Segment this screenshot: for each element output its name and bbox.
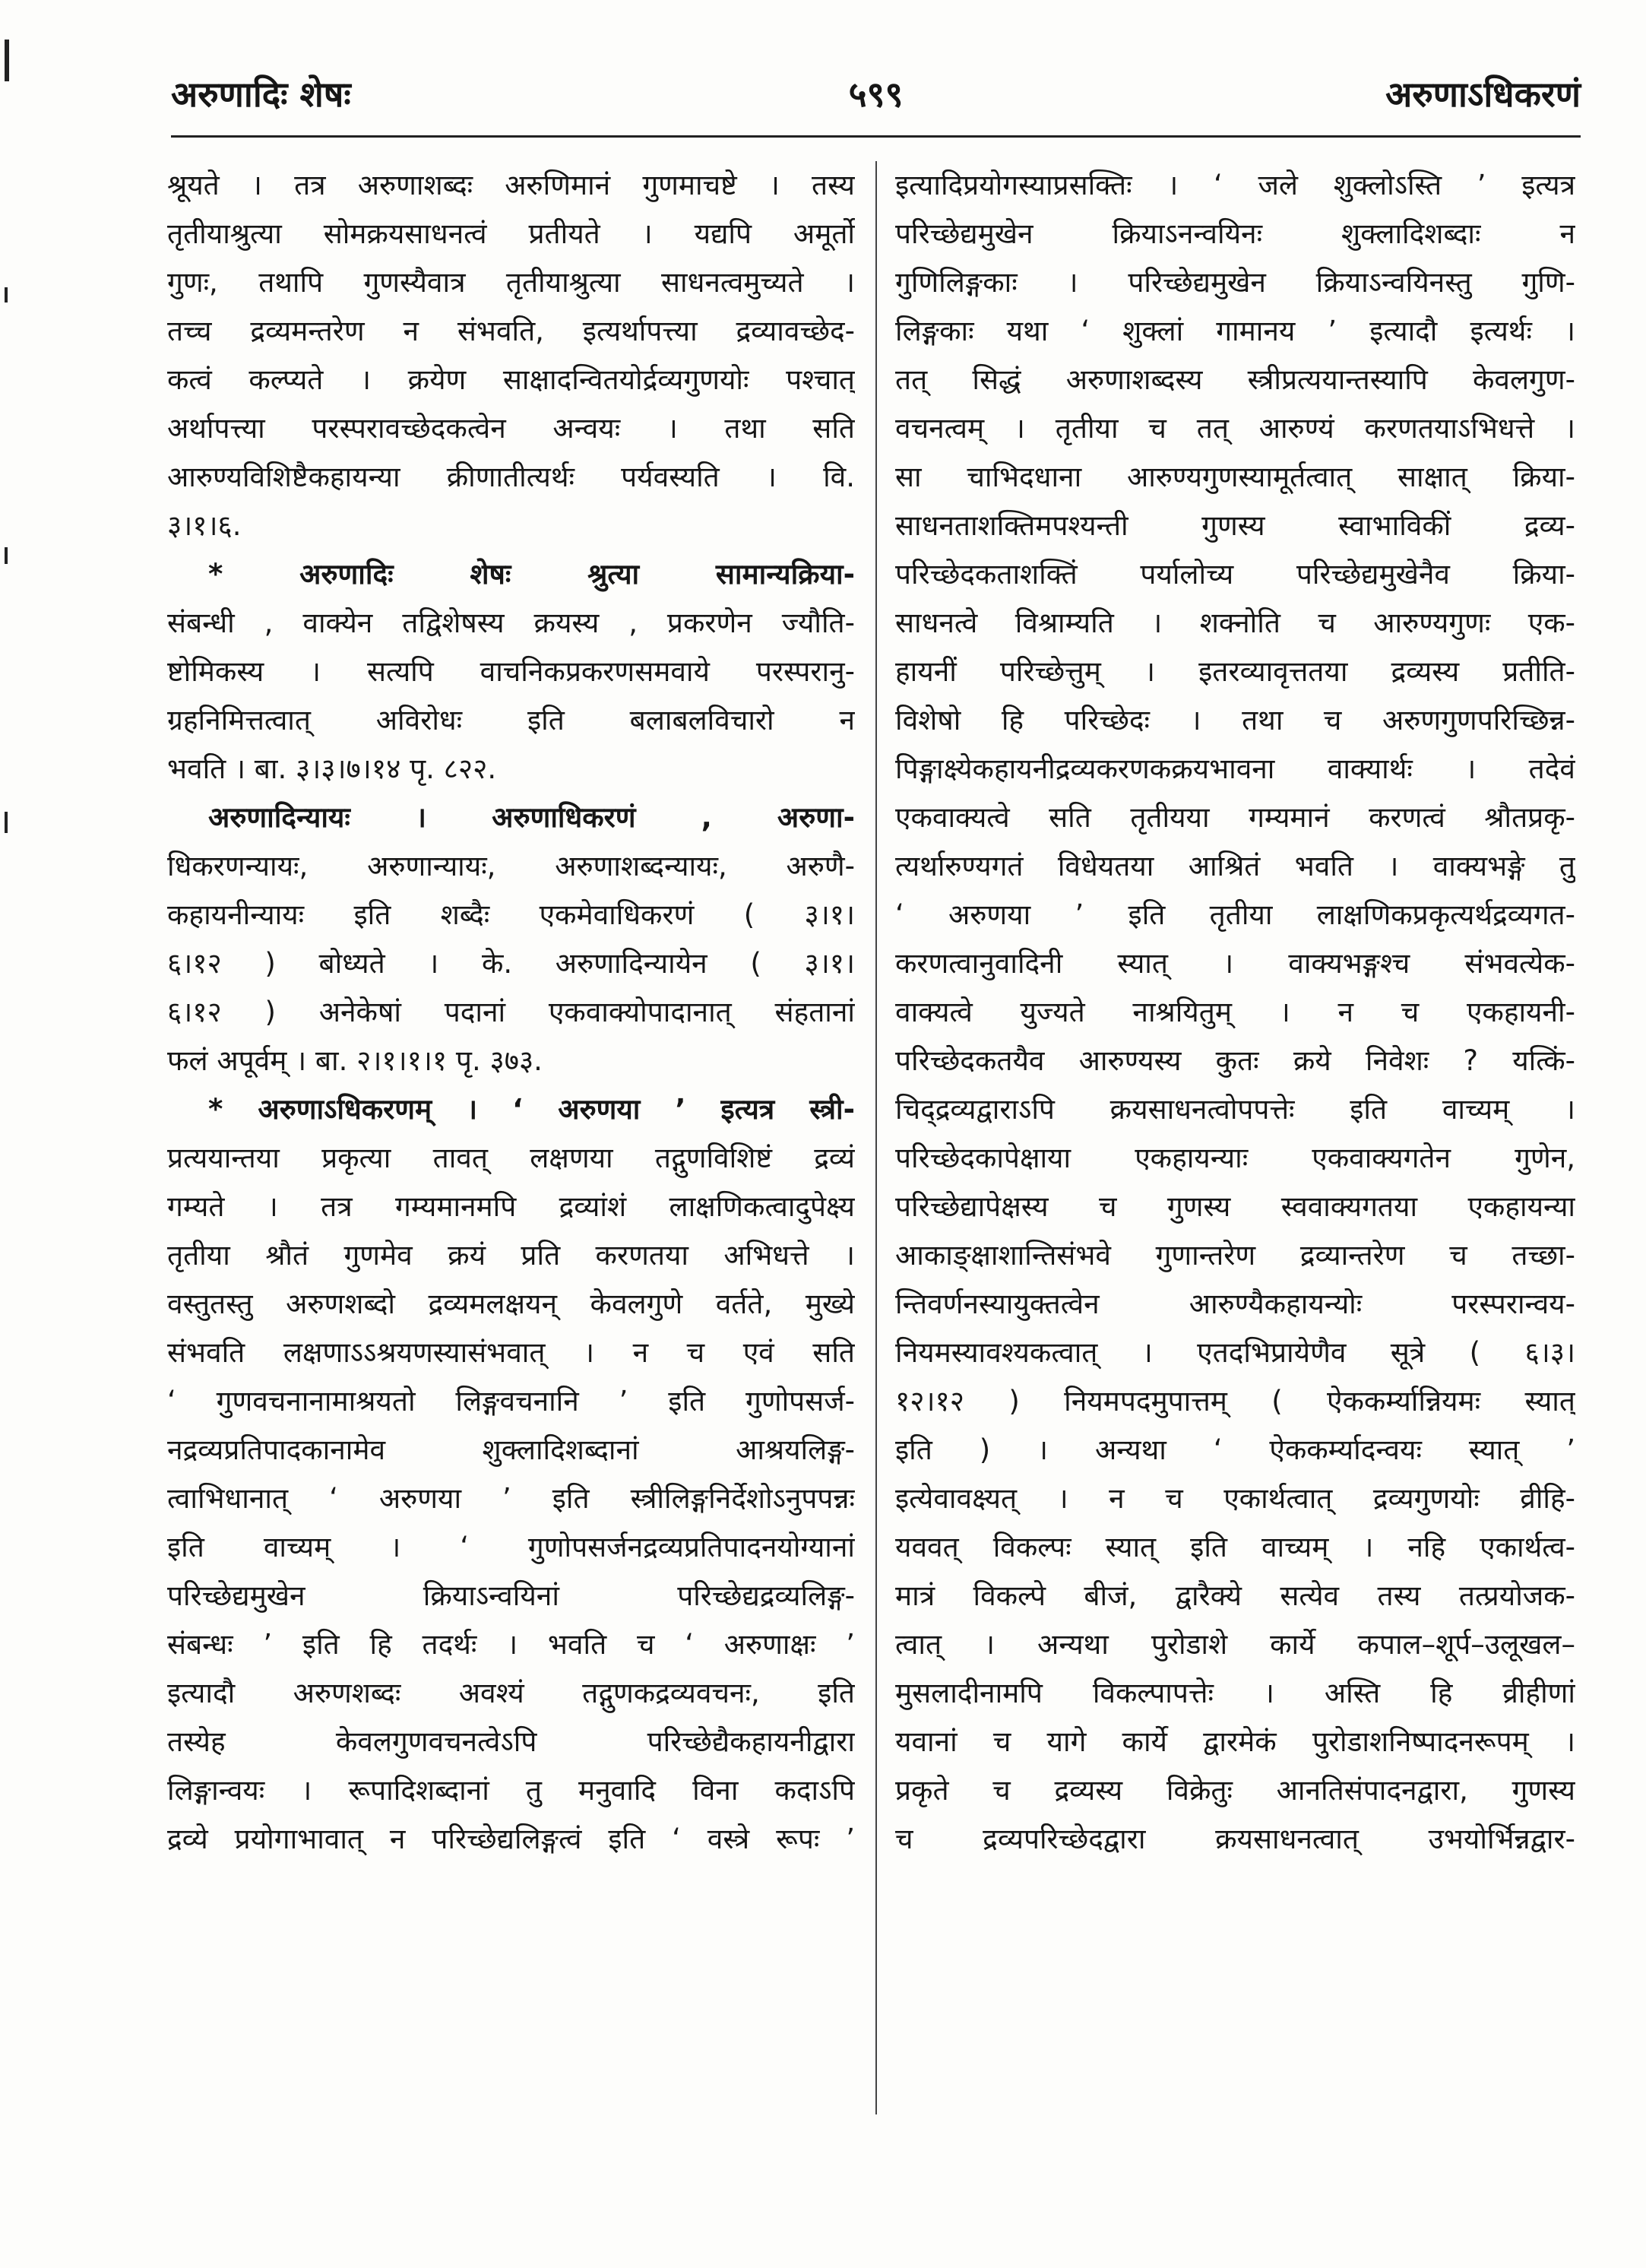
text-line: परिच्छेद्यमुखेन क्रियाऽनन्वयिनः शुक्लादिशब्दाः न — [895, 217, 1575, 250]
text-line: च द्रव्यपरिच्छेदद्वारा क्रयसाधनत्वात् उभयोर्भिन्नद्वार- — [895, 1823, 1575, 1855]
margin-mark — [5, 547, 8, 564]
text-line: इत्यादिप्रयोगस्याप्रसक्तिः । ‘ जले शुक्लोऽस्ति ’ इत्यत्र — [895, 169, 1575, 201]
text-line: ‘ अरुणया ’ इति तृतीया लाक्षणिकप्रकृत्यर्थद्रव्यगत- — [895, 898, 1575, 931]
text-line: इति ) । अन्यथा ‘ ऐककर्म्यादन्वयः स्यात् ’ — [895, 1433, 1575, 1466]
running-head-left: अरुणादिः शेषः — [171, 74, 351, 115]
text-line: प्रत्ययान्तया प्रकृत्या तावत् लक्षणया तद्गुणविशिष्टं द्रव्यं — [167, 1142, 855, 1174]
text-line: त्यर्थारुण्यगतं विधेयतया आश्रितं भवति । वाक्यभङ्गे तु — [895, 850, 1575, 882]
right-column — [895, 161, 1575, 1864]
text-line: प्रकृते च द्रव्यस्य विक्रेतुः आनतिसंपादनद्वारा, गुणस्य — [895, 1774, 1575, 1807]
text-line: आरुण्यविशिष्टैकहायन्या क्रीणातीत्यर्थः पर्यवस्यति । वि. — [167, 461, 855, 493]
entry-heading-line: * अरुणादिः शेषः श्रुत्या सामान्यक्रिया- — [208, 558, 855, 591]
text-line: पिङ्गाक्ष्येकहायनीद्रव्यकरणकक्रयभावना वाक्यार्थः । तदेवं — [895, 752, 1575, 785]
header-rule — [171, 135, 1581, 138]
text-line: संबन्धः ’ इति हि तदर्थः । भवति च ‘ अरुणाक्षः ’ — [167, 1628, 855, 1661]
text-line: इति वाच्यम् । ‘ गुणोपसर्जनद्रव्यप्रतिपादनयोग्यानां — [167, 1531, 855, 1563]
text-line: नद्रव्यप्रतिपादकानामेव शुक्लादिशब्दानां आश्रयलिङ्ग- — [167, 1433, 855, 1466]
text-line: परिच्छेदकतयैव आरुण्यस्य कुतः क्रये निवेशः ? यत्किं- — [895, 1044, 1575, 1077]
text-line: ३।१।६. — [167, 509, 242, 542]
margin-mark — [5, 287, 8, 303]
text-line: फलं अपूर्वम् । बा. २।१।१।१ पृ. ३७३. — [167, 1044, 543, 1077]
text-line: ६।१२ ) अनेकेषां पदानां एकवाक्योपादानात् संहतानां — [167, 996, 855, 1028]
text-line: इत्यादौ अरुणशब्दः अवश्यं तद्गुणकद्रव्यवचनः, इति — [167, 1677, 855, 1709]
text-line: इत्येवावक्ष्यत् । न च एकार्थत्वात् द्रव्यगुणयोः व्रीहि- — [895, 1482, 1575, 1515]
text-line: संभवति लक्षणाऽऽश्रयणस्यासंभवात् । न च एवं सति — [167, 1336, 855, 1369]
text-line: तस्येह केवलगुणवचनत्वेऽपि परिच्छेद्यैकहायनीद्वारा — [167, 1725, 855, 1758]
text-line: संबन्धी , वाक्येन तद्विशेषस्य क्रयस्य , प्रकरणेन ज्यौति- — [167, 607, 855, 639]
text-line: धिकरणन्यायः, अरुणान्यायः, अरुणाशब्दन्यायः, अरुणै- — [167, 850, 855, 882]
text-line: द्रव्ये प्रयोगाभावात् न परिच्छेद्यलिङ्गत्वं इति ‘ वस्त्रे रूपः ’ — [167, 1823, 855, 1855]
entry-heading-line: अरुणादिन्यायः । अरुणाधिकरणं , अरुणा- — [208, 801, 855, 834]
text-line: वस्तुतस्तु अरुणशब्दो द्रव्यमलक्षयन् केवलगुणे वर्तते, मुख्ये — [167, 1288, 855, 1320]
text-line: यवानां च यागे कार्ये द्वारमेकं पुरोडाशनिष्पादनरूपम् । — [895, 1725, 1575, 1758]
text-line: विशेषो हि परिच्छेदः । तथा च अरुणगुणपरिच्छिन्न- — [895, 704, 1575, 736]
text-line: तत् सिद्धं अरुणाशब्दस्य स्त्रीप्रत्ययान्तस्यापि केवलगुण- — [895, 363, 1575, 396]
text-line: नियमस्यावश्यकत्वात् । एतदभिप्रायेणैव सूत्रे ( ६।३। — [895, 1336, 1575, 1369]
text-line: परिच्छेद्यापेक्षस्य च गुणस्य स्ववाक्यगतया एकहायन्या — [895, 1190, 1575, 1223]
text-line: त्वाभिधानात् ‘ अरुणया ’ इति स्त्रीलिङ्गनिर्देशोऽनुपपन्नः — [167, 1482, 855, 1515]
text-line: लिङ्गकाः यथा ‘ शुक्लां गामानय ’ इत्यादौ इत्यर्थः । — [895, 315, 1575, 347]
text-line: तच्च द्रव्यमन्तरेण न संभवति, इत्यर्थापत्त्या द्रव्यावच्छेद- — [167, 315, 855, 347]
text-line: आकाङ्क्षाशान्तिसंभवे गुणान्तरेण द्रव्यान्तरेण च तच्छा- — [895, 1239, 1575, 1272]
text-line: हायनीं परिच्छेत्तुम् । इतरव्यावृत्ततया द्रव्यस्य प्रतीति- — [895, 655, 1575, 688]
text-line: अर्थापत्त्या परस्परावच्छेदकत्वेन अन्वयः । तथा सति — [167, 412, 855, 445]
text-line: करणत्वानुवादिनी स्यात् । वाक्यभङ्गश्च संभवत्येक- — [895, 947, 1575, 980]
text-line: साधनताशक्तिमपश्यन्ती गुणस्य स्वाभाविकीं द्रव्य- — [895, 509, 1575, 542]
text-line: त्वात् । अन्यथा पुरोडाशे कार्ये कपाल–शूर्प–उलूखल– — [895, 1628, 1575, 1661]
margin-mark — [5, 40, 9, 81]
text-line: गुणः, तथापि गुणस्यैवात्र तृतीयाश्रुत्या साधनत्वमुच्यते । — [167, 266, 855, 299]
text-line: यववत् विकल्पः स्यात् इति वाच्यम् । नहि एकार्थत्व- — [895, 1531, 1575, 1563]
text-line: तृतीयाश्रुत्या सोमक्रयसाधनत्वं प्रतीयते । यद्यपि अमूर्तो — [167, 217, 855, 250]
text-line: कत्वं कल्प्यते । क्रयेण साक्षादन्वितयोर्द्रव्यगुणयोः पश्चात् — [167, 363, 855, 396]
page-header — [171, 70, 1581, 123]
text-line: एकवाक्यत्वे सति तृतीयया गम्यमानं करणत्वं श्रौतप्रकृ- — [895, 801, 1575, 834]
text-line: श्रूयते । तत्र अरुणाशब्दः अरुणिमानं गुणमाचष्टे । तस्य — [167, 169, 855, 201]
text-line: चिद्द्रव्यद्वाराऽपि क्रयसाधनत्वोपपत्तेः इति वाच्यम् । — [895, 1093, 1575, 1126]
text-line: वचनत्वम् । तृतीया च तत् आरुण्यं करणतयाऽभिधत्ते । — [895, 412, 1575, 445]
text-line: परिच्छेदकताशक्तिं पर्यालोच्य परिच्छेद्यमुखेनैव क्रिया- — [895, 558, 1575, 591]
text-line: १२।१२ ) नियमपदमुपात्तम् ( ऐककर्म्यान्नियमः स्यात् — [895, 1385, 1575, 1418]
column-divider — [875, 161, 877, 2114]
text-line: वाक्यत्वे युज्यते नाश्रयितुम् । न च एकहायनी- — [895, 996, 1575, 1028]
page-number: ५९९ — [848, 74, 904, 115]
text-line: न्तिवर्णनस्यायुक्तत्वेन आरुण्यैकहायन्योः परस्परान्वय- — [895, 1288, 1575, 1320]
text-line: तृतीया श्रौतं गुणमेव क्रयं प्रति करणतया अभिधत्ते । — [167, 1239, 855, 1272]
text-line: सा चाभिदधाना आरुण्यगुणस्यामूर्तत्वात् साक्षात् क्रिया- — [895, 461, 1575, 493]
text-line: परिच्छेद्यमुखेन क्रियाऽन्वयिनां परिच्छेद्यद्रव्यलिङ्ग- — [167, 1579, 855, 1612]
text-line: लिङ्गान्वयः । रूपादिशब्दानां तु मनुवादि विना कदाऽपि — [167, 1774, 855, 1807]
running-head-right: अरुणाऽधिकरणं — [1385, 74, 1581, 115]
text-line: मात्रं विकल्पे बीजं, द्वारैक्ये सत्येव तस्य तत्प्रयोजक- — [895, 1579, 1575, 1612]
margin-mark — [5, 812, 8, 833]
left-column — [167, 161, 855, 1864]
text-line: मुसलादीनामपि विकल्पापत्तेः । अस्ति हि व्रीहीणां — [895, 1677, 1575, 1709]
text-line: ष्टोमिकस्य । सत्यपि वाचनिकप्रकरणसमवाये परस्परानु- — [167, 655, 855, 688]
text-line: साधनत्वे विश्राम्यति । शक्नोति च आरुण्यगुणः एक- — [895, 607, 1575, 639]
text-line: ६।१२ ) बोध्यते । के. अरुणादिन्यायेन ( ३।१। — [167, 947, 855, 980]
text-line: परिच्छेदकापेक्षाया एकहायन्याः एकवाक्यगतेन गुणेन, — [895, 1142, 1575, 1174]
text-line: गुणिलिङ्गकाः । परिच्छेद्यमुखेन क्रियाऽन्वयिनस्तु गुणि- — [895, 266, 1575, 299]
text-line: ग्रहनिमित्तत्वात् अविरोधः इति बलाबलविचारो न — [167, 704, 855, 736]
text-line: गम्यते । तत्र गम्यमानमपि द्रव्यांशं लाक्षणिकत्वादुपेक्ष्य — [167, 1190, 855, 1223]
text-line: कहायनीन्यायः इति शब्दैः एकमेवाधिकरणं ( ३।१। — [167, 898, 855, 931]
text-line: ‘ गुणवचनानामाश्रयतो लिङ्गवचनानि ’ इति गुणोपसर्ज- — [167, 1385, 855, 1418]
entry-heading-line: * अरुणाऽधिकरणम् । ‘ अरुणया ’ इत्यत्र स्त्री- — [208, 1093, 855, 1126]
text-line: भवति । बा. ३।३।७।१४ पृ. ८२२. — [167, 752, 497, 785]
